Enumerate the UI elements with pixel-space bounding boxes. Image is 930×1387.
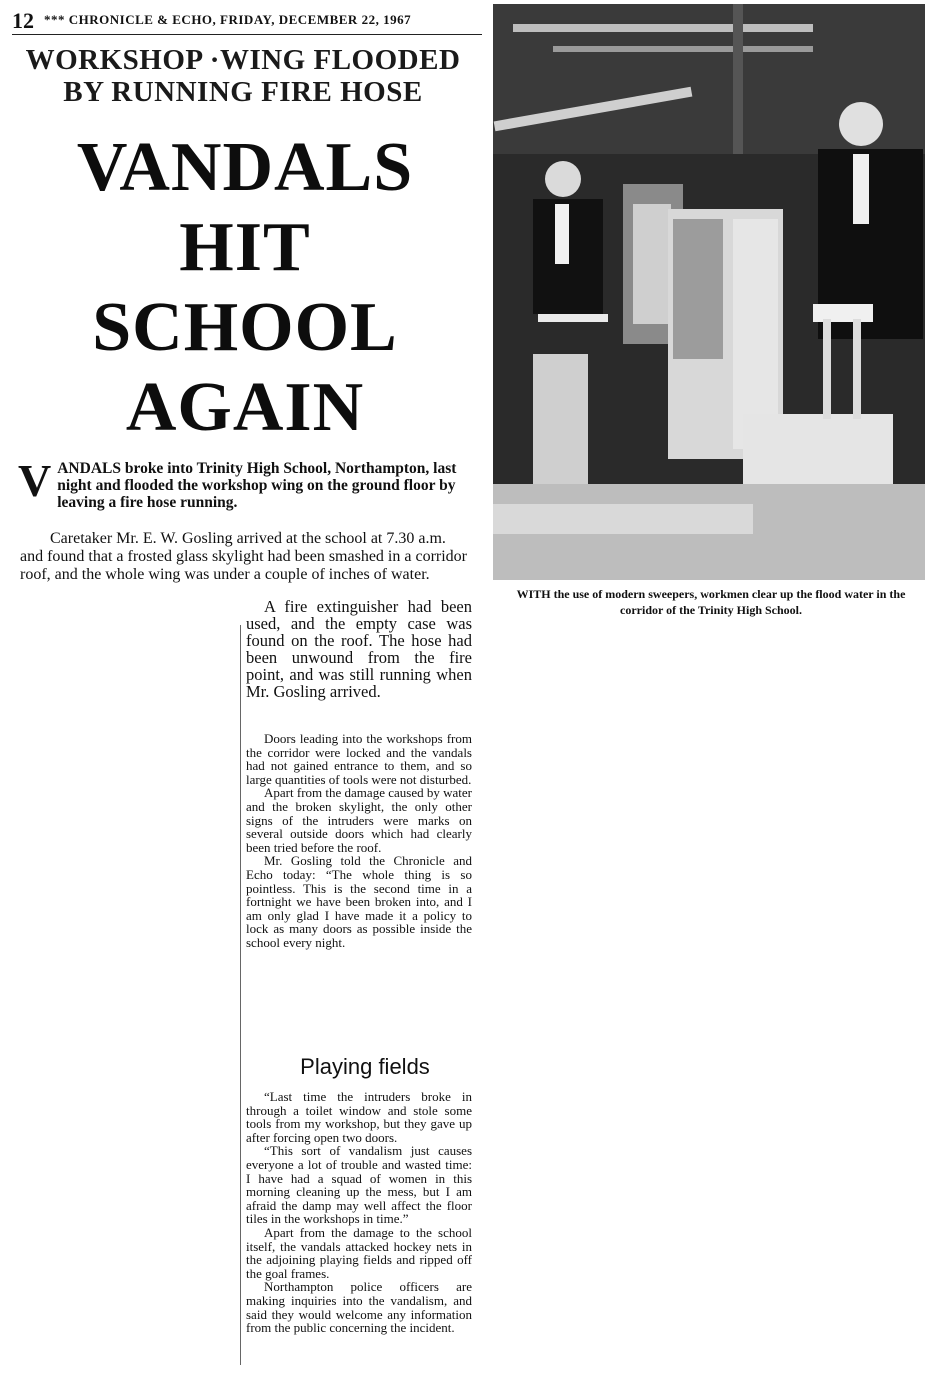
drop-cap: V [18, 455, 52, 506]
lead-paragraph [18, 455, 474, 511]
body-paragraph-3: Doors leading into the workshops from the corridor were locked and the vandals had not gained entrance to them, and so large quantities of tools were not disturbed. [246, 731, 472, 787]
page-number: 12 [12, 8, 34, 33]
column-body [246, 732, 472, 950]
column-rule [240, 625, 241, 1365]
lead-text: ANDALS broke into Trinity High School, Northampton, last night and flooded the workshop wing on the ground floor by leaving a fire hose running. [57, 460, 457, 511]
column-continued [246, 1090, 472, 1335]
column-intro [246, 598, 472, 700]
body-paragraph-2: A fire extinguisher had been used, and the empty case was found on the roof. The hose had been unwound from the fire point, and was still running when Mr. Gosling arrived. [246, 597, 472, 701]
headline-line-3: SCHOOL [92, 289, 398, 366]
body-paragraph-7: “This sort of vandalism just causes everyone a lot of trouble and wasted time: I have had a squad of women in this morning cleaning up the mess, but I am afraid the damp may well affect the floor tiles in the workshops in time.” [246, 1143, 472, 1227]
body-paragraph-9: Northampton police officers are making inquiries into the vandalism, and said they would welcome any information from the public concerning the incident. [246, 1279, 472, 1336]
body-paragraph-5: Mr. Gosling told the Chronicle and Echo today: “The whole thing is so pointless. This is the second time in a fortnight we have been broken into, and I am only glad I have made it a policy to lock as many doors as possible inside the school every night. [246, 853, 472, 950]
headline-line-2: HIT [179, 209, 311, 286]
kicker-line-1: WORKSHOP ·WING FLOODED [25, 44, 461, 76]
headline-line-4: AGAIN [125, 369, 365, 446]
headline-line-1: VANDALS [76, 129, 414, 206]
photo-caption: WITH the use of modern sweepers, workmen clear up the flood water in the corridor of the Trinity High School. [516, 587, 906, 617]
body-paragraph-8: Apart from the damage to the school itself, the vandals attacked hockey nets in the adjoining playing fields and ripped off the goal frames. [246, 1224, 472, 1281]
news-photo [493, 4, 925, 580]
paper-dateline: *** CHRONICLE & ECHO, FRIDAY, DECEMBER 22, 1967 [44, 12, 412, 27]
body-paragraph-4: Apart from the damage caused by water and the broken skylight, the only other signs of the intruders were marks on several outside doors which had clearly been tried before the roof. [246, 785, 472, 855]
photo-illustration [493, 4, 925, 580]
subheading: Playing fields [300, 1054, 430, 1079]
kicker-line-2: BY RUNNING FIRE HOSE [63, 76, 423, 108]
masthead [12, 8, 482, 35]
body-paragraph-6: “Last time the intruders broke in through a toilet window and stole some tools from my workshop, but they gave up after forcing open two doors. [246, 1089, 472, 1145]
body-paragraph-1: Caretaker Mr. E. W. Gosling arrived at the school at 7.30 a.m. and found that a frosted glass skylight had been smashed in a corridor roof, and the whole wing was under a couple of inches of water. [20, 530, 467, 583]
